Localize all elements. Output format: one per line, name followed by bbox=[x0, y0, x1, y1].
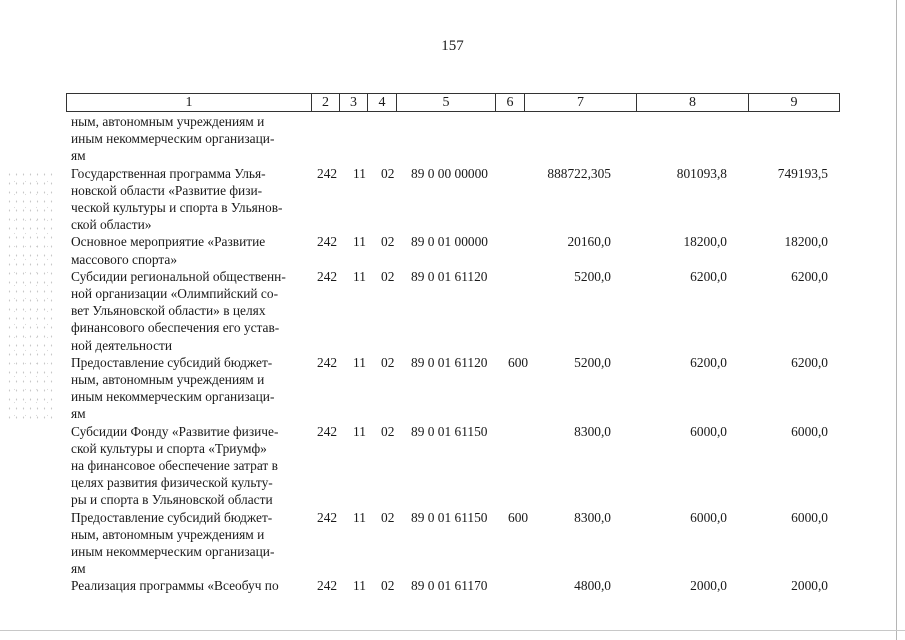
row-description bbox=[71, 509, 307, 578]
cell-c8: 6000,0 bbox=[690, 423, 727, 439]
cell-c8: 801093,8 bbox=[676, 165, 727, 181]
description-line: целях развития физической культу- bbox=[71, 475, 273, 491]
col-header-7: 7 bbox=[525, 94, 637, 112]
description-line: ской области» bbox=[71, 217, 152, 233]
description-line: вет Ульяновской области» в целях bbox=[71, 303, 266, 319]
description-line: Основное мероприятие «Развитие bbox=[71, 234, 266, 250]
cell-c4: 02 bbox=[381, 423, 395, 439]
cell-c5: 89 0 00 00000 bbox=[411, 165, 488, 181]
cell-c4: 02 bbox=[381, 354, 395, 370]
cell-c3: 11 bbox=[353, 165, 366, 181]
cell-c4: 02 bbox=[381, 509, 395, 525]
description-line: ской культуры и спорта «Триумф» bbox=[71, 440, 267, 456]
cell-c2: 242 bbox=[317, 578, 338, 594]
table-row bbox=[0, 233, 905, 267]
table-row bbox=[0, 509, 905, 578]
description-line: ным, автономным учреждениям и bbox=[71, 114, 265, 129]
cell-c7: 5200,0 bbox=[574, 354, 611, 370]
cell-c4: 02 bbox=[381, 268, 395, 284]
cell-c5: 89 0 01 61120 bbox=[411, 268, 488, 284]
cell-c7: 888722,305 bbox=[547, 165, 611, 181]
col-header-5: 5 bbox=[397, 94, 496, 112]
row-description bbox=[71, 577, 307, 594]
cell-c4: 02 bbox=[381, 578, 395, 594]
col-header-4: 4 bbox=[368, 94, 397, 112]
column-number-header bbox=[66, 93, 840, 112]
page-number: 157 bbox=[441, 38, 464, 54]
table-row bbox=[0, 268, 905, 354]
description-line: Субсидии региональной общественн- bbox=[71, 268, 286, 284]
cell-c2: 242 bbox=[317, 509, 338, 525]
cell-c3: 11 bbox=[353, 509, 366, 525]
cell-c7: 8300,0 bbox=[574, 509, 611, 525]
table-row bbox=[0, 577, 905, 594]
cell-c9: 6200,0 bbox=[791, 268, 828, 284]
description-line: на финансовое обеспечение затрат в bbox=[71, 458, 278, 473]
col-header-6: 6 bbox=[496, 94, 525, 112]
cell-c3: 11 bbox=[353, 423, 366, 439]
col-header-9: 9 bbox=[749, 94, 840, 112]
cell-c2: 242 bbox=[317, 423, 338, 439]
cell-c8: 6200,0 bbox=[690, 268, 727, 284]
col-header-8: 8 bbox=[637, 94, 749, 112]
cell-c3: 11 bbox=[353, 268, 366, 284]
description-line: ческой культуры и спорта в Ульянов- bbox=[71, 200, 283, 215]
description-line: иным некоммерческим организаци- bbox=[71, 389, 275, 405]
cell-c5: 89 0 01 61170 bbox=[411, 578, 488, 594]
col-header-2: 2 bbox=[312, 94, 340, 112]
cell-c2: 242 bbox=[317, 165, 338, 181]
table-row bbox=[0, 423, 905, 509]
description-line: новской области «Развитие физи- bbox=[71, 182, 263, 198]
description-line: Государственная программа Улья- bbox=[71, 165, 266, 181]
cell-c5: 89 0 01 61120 bbox=[411, 354, 488, 370]
cell-c9: 18200,0 bbox=[784, 234, 828, 250]
cell-c6: 600 bbox=[508, 509, 529, 525]
description-line: ям bbox=[71, 561, 86, 577]
description-line: ным, автономным учреждениям и bbox=[71, 526, 265, 542]
description-line: Предоставление субсидий бюджет- bbox=[71, 509, 273, 525]
cell-c6: 600 bbox=[508, 354, 529, 370]
cell-c9: 6000,0 bbox=[791, 509, 828, 525]
cell-c2: 242 bbox=[317, 354, 338, 370]
description-line: ной деятельности bbox=[71, 337, 173, 353]
row-description bbox=[71, 354, 307, 423]
cell-c7: 20160,0 bbox=[567, 234, 611, 250]
description-line: ной организации «Олимпийский со- bbox=[71, 286, 279, 301]
cell-c4: 02 bbox=[381, 234, 395, 250]
description-line: Предоставление субсидий бюджет- bbox=[71, 354, 273, 370]
row-description bbox=[71, 268, 307, 354]
row-description bbox=[71, 233, 307, 267]
cell-c8: 6200,0 bbox=[690, 354, 727, 370]
cell-c8: 18200,0 bbox=[683, 234, 727, 250]
table-row bbox=[0, 113, 905, 165]
cell-c5: 89 0 01 61150 bbox=[411, 423, 488, 439]
cell-c5: 89 0 01 00000 bbox=[411, 234, 488, 250]
scan-edge bbox=[0, 630, 905, 631]
cell-c9: 2000,0 bbox=[791, 578, 828, 594]
cell-c8: 6000,0 bbox=[690, 509, 727, 525]
col-header-1: 1 bbox=[67, 94, 312, 112]
cell-c4: 02 bbox=[381, 165, 395, 181]
cell-c2: 242 bbox=[317, 234, 338, 250]
cell-c7: 5200,0 bbox=[574, 268, 611, 284]
description-line: ям bbox=[71, 406, 86, 422]
description-line: иным некоммерческим организаци- bbox=[71, 544, 275, 559]
cell-c9: 6200,0 bbox=[791, 354, 828, 370]
description-line: иным некоммерческим организаци- bbox=[71, 131, 275, 147]
table-row bbox=[0, 165, 905, 234]
cell-c9: 749193,5 bbox=[777, 165, 828, 181]
row-description bbox=[71, 423, 307, 509]
cell-c7: 4800,0 bbox=[574, 578, 611, 594]
cell-c9: 6000,0 bbox=[791, 423, 828, 439]
cell-c3: 11 bbox=[353, 234, 366, 250]
row-description bbox=[71, 165, 307, 234]
description-line: Реализация программы «Всеобуч по bbox=[71, 578, 279, 594]
description-line: ры и спорта в Ульяновской области bbox=[71, 492, 273, 508]
description-line: финансового обеспечения его устав- bbox=[71, 320, 280, 336]
description-line: массового спорта» bbox=[71, 251, 178, 267]
cell-c5: 89 0 01 61150 bbox=[411, 509, 488, 525]
cell-c7: 8300,0 bbox=[574, 423, 611, 439]
description-line: ным, автономным учреждениям и bbox=[71, 372, 265, 387]
description-line: Субсидии Фонду «Развитие физиче- bbox=[71, 423, 279, 439]
cell-c3: 11 bbox=[353, 578, 366, 594]
cell-c3: 11 bbox=[353, 354, 366, 370]
cell-c8: 2000,0 bbox=[690, 578, 727, 594]
description-line: ям bbox=[71, 148, 86, 164]
row-description bbox=[71, 113, 307, 165]
cell-c2: 242 bbox=[317, 268, 338, 284]
col-header-3: 3 bbox=[340, 94, 368, 112]
table-row bbox=[0, 354, 905, 423]
